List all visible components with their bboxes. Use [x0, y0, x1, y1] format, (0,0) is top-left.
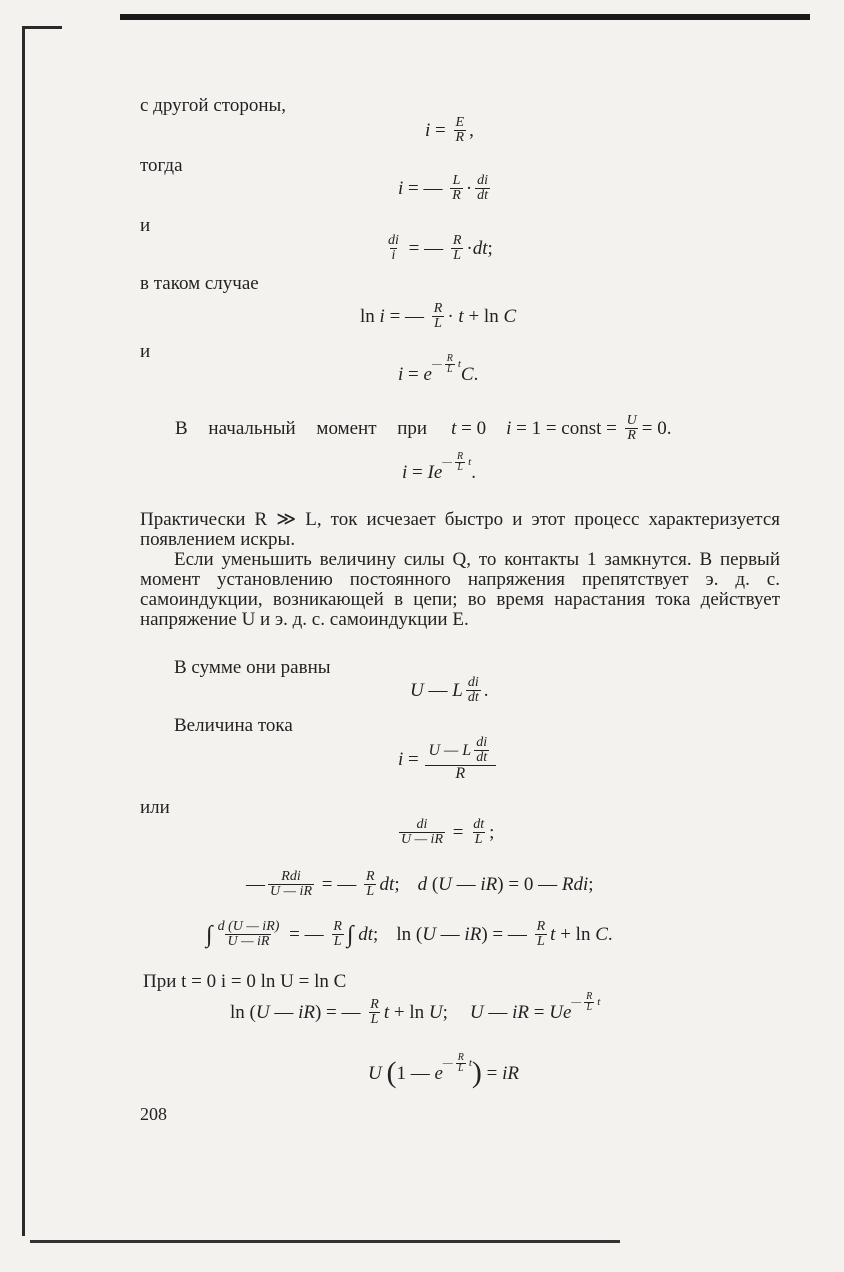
formula: ∫ $\frac{d (U — iR)}{U — iR}$ = — $\frac{R}{L}$ ∫ dt ; ln ( U — iR ) = — $\frac{R}{L}$ t + ln C . [206, 919, 613, 949]
paragraph: Если уменьшить величину силы Q, то контакты 1 замкнутся. В первый момент установлению постоянного напряжения препятствует э. д. с. самоиндукции, возникающей в цепи; во время нарастания тока действует напряжение U и э. д. с. самоиндукции E. [140, 549, 780, 630]
formula: $\frac{di}{i}$ = — $\frac{R}{L}$ · dt ; [388, 233, 493, 263]
text-line: В сумме они равны [174, 657, 331, 678]
text-line: в таком случае [140, 273, 259, 294]
text-line: и [140, 341, 151, 362]
formula: i = $\frac{E}{R}$ , [425, 115, 474, 145]
formula: U ( 1 — e — $\frac{R}{L}$ t ) = iR [368, 1051, 519, 1089]
formula: i = Ie — $\frac{R}{L}$ t . [402, 451, 476, 483]
text-line: с другой стороны, [140, 95, 287, 116]
page-number: 208 [140, 1104, 167, 1124]
formula: $\frac{di}{U — iR}$ = $\frac{dt}{L}$ ; [401, 817, 495, 847]
scan-edge-top [120, 14, 810, 20]
text-line: или [140, 797, 170, 818]
paragraph: Практически R ≫ L, ток исчезает быстро и этот процесс характеризуется появлением искры. [140, 509, 780, 550]
formula: i = — $\frac{L}{R}$ · $\frac{di}{dt}$ [398, 173, 489, 203]
formula: ln ( U — iR ) = — $\frac{R}{L}$ t + ln U ; U — iR = Ue — $\frac{R}{L}$ t [230, 991, 601, 1027]
scan-edge-bottom [30, 1240, 620, 1243]
scan-edge-left [22, 26, 25, 1236]
formula: U — L $\frac{di}{dt}$ . [410, 675, 489, 705]
text-line: При t = 0 i = 0 ln U = ln C [143, 971, 347, 992]
formula: i = U — L $\frac{di}{dt}$ R [398, 736, 497, 782]
text-line: тогда [140, 155, 183, 176]
formula: i = e — $\frac{R}{L}$ t C . [398, 353, 479, 385]
text-run: В начальный момент при [175, 418, 428, 439]
formula: ln i = — $\frac{R}{L}$ · t + ln C [360, 301, 517, 331]
text-line: и [140, 215, 151, 236]
text-line: Величина тока [174, 715, 293, 736]
scan-edge-corner [22, 26, 62, 29]
formula-line: В начальный момент при t = 0 i = 1 = const = $\frac{U}{R}$ = 0. [175, 413, 672, 443]
formula: — $\frac{\text{Rdi}}{U — iR}$ = — $\frac{R}{L}$ dt ; d ( U — iR ) = 0 — Rdi ; [246, 869, 594, 899]
